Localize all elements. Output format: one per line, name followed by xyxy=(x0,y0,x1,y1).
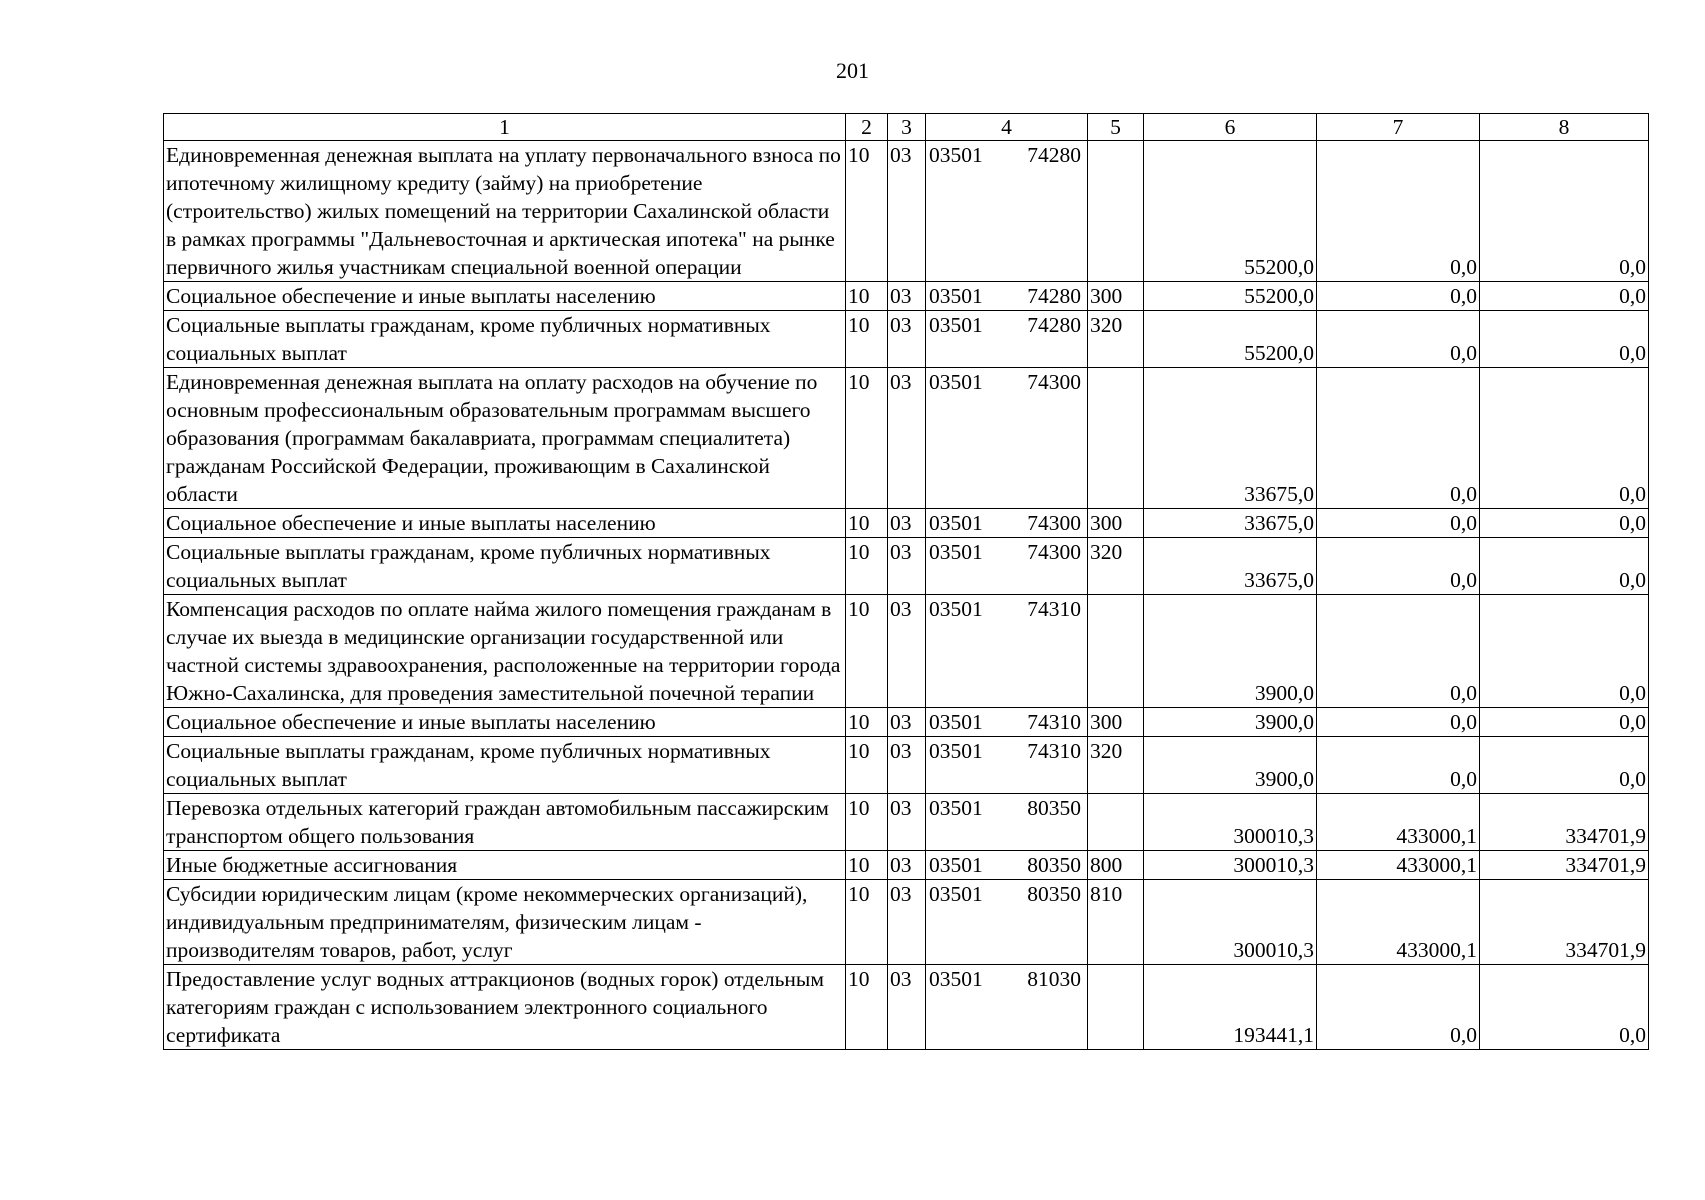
row-value-col7: 0,0 xyxy=(1317,965,1480,1050)
row-value-col7: 0,0 xyxy=(1317,141,1480,282)
row-rz: 10 xyxy=(846,282,888,311)
header-cell: 1 xyxy=(164,114,846,141)
row-rz: 10 xyxy=(846,311,888,368)
row-name: Социальное обеспечение и иные выплаты населению xyxy=(164,282,846,311)
target-code-part-2: 74310 xyxy=(1027,710,1081,734)
row-target-code xyxy=(926,595,1088,708)
row-expense-type: 320 xyxy=(1088,538,1144,595)
row-name: Социальное обеспечение и иные выплаты населению xyxy=(164,509,846,538)
row-rz: 10 xyxy=(846,368,888,509)
row-value-col6: 33675,0 xyxy=(1144,509,1317,538)
target-code-part-2: 74280 xyxy=(1027,284,1081,308)
row-target-code xyxy=(926,282,1088,311)
target-code-part-1: 03501 xyxy=(929,710,983,734)
row-pr: 03 xyxy=(888,509,926,538)
target-code-part-2: 80350 xyxy=(1027,796,1081,820)
row-expense-type: 320 xyxy=(1088,737,1144,794)
target-code-part-1: 03501 xyxy=(929,853,983,877)
row-value-col7: 0,0 xyxy=(1317,509,1480,538)
row-value-col6: 3900,0 xyxy=(1144,595,1317,708)
table-row xyxy=(164,737,1649,794)
table-row xyxy=(164,368,1649,509)
row-rz: 10 xyxy=(846,708,888,737)
row-expense-type xyxy=(1088,965,1144,1050)
target-code-part-1: 03501 xyxy=(929,597,983,621)
row-pr: 03 xyxy=(888,368,926,509)
table-row xyxy=(164,141,1649,282)
row-expense-type: 300 xyxy=(1088,509,1144,538)
row-value-col7: 0,0 xyxy=(1317,538,1480,595)
row-name: Иные бюджетные ассигнования xyxy=(164,851,846,880)
target-code-part-2: 74280 xyxy=(1027,143,1081,167)
row-expense-type xyxy=(1088,368,1144,509)
row-pr: 03 xyxy=(888,282,926,311)
row-rz: 10 xyxy=(846,141,888,282)
row-value-col8: 0,0 xyxy=(1480,708,1649,737)
target-code-part-2: 80350 xyxy=(1027,882,1081,906)
row-expense-type: 300 xyxy=(1088,282,1144,311)
row-rz: 10 xyxy=(846,794,888,851)
row-pr: 03 xyxy=(888,708,926,737)
row-name: Предоставление услуг водных аттракционов (водных горок) отдельным категориям граждан с использованием электронного социального сертификата xyxy=(164,965,846,1050)
table-row xyxy=(164,282,1649,311)
row-target-code xyxy=(926,708,1088,737)
row-expense-type: 800 xyxy=(1088,851,1144,880)
row-value-col8: 334701,9 xyxy=(1480,851,1649,880)
row-target-code xyxy=(926,851,1088,880)
row-value-col8: 0,0 xyxy=(1480,509,1649,538)
row-name: Социальные выплаты гражданам, кроме публичных нормативных социальных выплат xyxy=(164,737,846,794)
row-expense-type: 320 xyxy=(1088,311,1144,368)
row-target-code xyxy=(926,880,1088,965)
target-code-part-2: 74310 xyxy=(1027,739,1081,763)
row-target-code xyxy=(926,794,1088,851)
row-value-col6: 300010,3 xyxy=(1144,880,1317,965)
budget-table xyxy=(163,113,1649,1050)
table-row xyxy=(164,708,1649,737)
row-target-code xyxy=(926,311,1088,368)
row-value-col8: 0,0 xyxy=(1480,282,1649,311)
row-target-code xyxy=(926,141,1088,282)
row-value-col7: 433000,1 xyxy=(1317,880,1480,965)
row-pr: 03 xyxy=(888,794,926,851)
row-name: Единовременная денежная выплата на уплату первоначального взноса по ипотечному жилищному кредиту (займу) на приобретение (строительство) жилых помещений на территории Сахалинской области в рамках программы "Дальневосточная и арктическая ипотека" на рынке первичного жилья участникам специальной военной операции xyxy=(164,141,846,282)
header-cell: 8 xyxy=(1480,114,1649,141)
target-code-part-1: 03501 xyxy=(929,882,983,906)
row-rz: 10 xyxy=(846,880,888,965)
target-code-part-1: 03501 xyxy=(929,739,983,763)
target-code-part-2: 81030 xyxy=(1027,967,1081,991)
row-rz: 10 xyxy=(846,965,888,1050)
row-value-col6: 33675,0 xyxy=(1144,368,1317,509)
target-code-part-1: 03501 xyxy=(929,540,983,564)
row-value-col8: 0,0 xyxy=(1480,368,1649,509)
target-code-part-2: 74300 xyxy=(1027,540,1081,564)
row-value-col6: 300010,3 xyxy=(1144,851,1317,880)
row-pr: 03 xyxy=(888,880,926,965)
row-value-col7: 0,0 xyxy=(1317,368,1480,509)
row-value-col7: 433000,1 xyxy=(1317,851,1480,880)
row-rz: 10 xyxy=(846,538,888,595)
header-cell: 6 xyxy=(1144,114,1317,141)
table-row xyxy=(164,880,1649,965)
row-rz: 10 xyxy=(846,737,888,794)
table-row xyxy=(164,965,1649,1050)
row-name: Социальные выплаты гражданам, кроме публичных нормативных социальных выплат xyxy=(164,311,846,368)
row-target-code xyxy=(926,737,1088,794)
table-row xyxy=(164,794,1649,851)
row-value-col8: 334701,9 xyxy=(1480,794,1649,851)
table-row xyxy=(164,509,1649,538)
row-pr: 03 xyxy=(888,851,926,880)
row-value-col7: 0,0 xyxy=(1317,737,1480,794)
row-pr: 03 xyxy=(888,311,926,368)
row-value-col7: 433000,1 xyxy=(1317,794,1480,851)
row-target-code xyxy=(926,965,1088,1050)
row-value-col8: 334701,9 xyxy=(1480,880,1649,965)
header-cell: 3 xyxy=(888,114,926,141)
row-value-col6: 55200,0 xyxy=(1144,282,1317,311)
row-value-col8: 0,0 xyxy=(1480,737,1649,794)
table-row xyxy=(164,538,1649,595)
row-value-col6: 55200,0 xyxy=(1144,311,1317,368)
row-pr: 03 xyxy=(888,965,926,1050)
row-value-col6: 193441,1 xyxy=(1144,965,1317,1050)
header-cell: 4 xyxy=(926,114,1088,141)
header-cell: 7 xyxy=(1317,114,1480,141)
row-target-code xyxy=(926,368,1088,509)
row-pr: 03 xyxy=(888,595,926,708)
target-code-part-1: 03501 xyxy=(929,370,983,394)
table-row xyxy=(164,851,1649,880)
row-pr: 03 xyxy=(888,141,926,282)
target-code-part-2: 74310 xyxy=(1027,597,1081,621)
target-code-part-1: 03501 xyxy=(929,967,983,991)
row-expense-type xyxy=(1088,794,1144,851)
row-value-col6: 3900,0 xyxy=(1144,737,1317,794)
table-header-row xyxy=(164,114,1649,141)
table-body xyxy=(164,141,1649,1050)
row-expense-type xyxy=(1088,595,1144,708)
row-name: Перевозка отдельных категорий граждан автомобильным пассажирским транспортом общего пользования xyxy=(164,794,846,851)
row-value-col7: 0,0 xyxy=(1317,708,1480,737)
target-code-part-2: 80350 xyxy=(1027,853,1081,877)
row-rz: 10 xyxy=(846,851,888,880)
row-name: Субсидии юридическим лицам (кроме некоммерческих организаций), индивидуальным предпринимателям, физическим лицам - производителям товаров, работ, услуг xyxy=(164,880,846,965)
target-code-part-2: 74300 xyxy=(1027,511,1081,535)
row-value-col8: 0,0 xyxy=(1480,965,1649,1050)
target-code-part-1: 03501 xyxy=(929,313,983,337)
row-name: Социальные выплаты гражданам, кроме публичных нормативных социальных выплат xyxy=(164,538,846,595)
target-code-part-1: 03501 xyxy=(929,796,983,820)
header-cell: 2 xyxy=(846,114,888,141)
row-name: Компенсация расходов по оплате найма жилого помещения гражданам в случае их выезда в медицинские организации государственной или частной системы здравоохранения, расположенные на территории города Южно-Сахалинска, для проведения заместительной почечной терапии xyxy=(164,595,846,708)
row-expense-type: 300 xyxy=(1088,708,1144,737)
row-value-col6: 33675,0 xyxy=(1144,538,1317,595)
table-row xyxy=(164,311,1649,368)
row-expense-type: 810 xyxy=(1088,880,1144,965)
row-target-code xyxy=(926,509,1088,538)
target-code-part-1: 03501 xyxy=(929,284,983,308)
row-value-col6: 55200,0 xyxy=(1144,141,1317,282)
header-cell: 5 xyxy=(1088,114,1144,141)
row-rz: 10 xyxy=(846,509,888,538)
row-value-col6: 300010,3 xyxy=(1144,794,1317,851)
row-value-col7: 0,0 xyxy=(1317,311,1480,368)
row-name: Социальное обеспечение и иные выплаты населению xyxy=(164,708,846,737)
row-value-col7: 0,0 xyxy=(1317,282,1480,311)
row-target-code xyxy=(926,538,1088,595)
row-value-col8: 0,0 xyxy=(1480,311,1649,368)
row-value-col8: 0,0 xyxy=(1480,538,1649,595)
row-rz: 10 xyxy=(846,595,888,708)
target-code-part-1: 03501 xyxy=(929,143,983,167)
row-pr: 03 xyxy=(888,737,926,794)
row-expense-type xyxy=(1088,141,1144,282)
row-value-col7: 0,0 xyxy=(1317,595,1480,708)
row-name: Единовременная денежная выплата на оплату расходов на обучение по основным профессиональным образовательным программам высшего образования (программам бакалавриата, программам специалитета) гражданам Российской Федерации, проживающим в Сахалинской области xyxy=(164,368,846,509)
target-code-part-2: 74280 xyxy=(1027,313,1081,337)
row-value-col8: 0,0 xyxy=(1480,595,1649,708)
table-row xyxy=(164,595,1649,708)
row-pr: 03 xyxy=(888,538,926,595)
page-number: 201 xyxy=(836,58,869,83)
row-value-col6: 3900,0 xyxy=(1144,708,1317,737)
row-value-col8: 0,0 xyxy=(1480,141,1649,282)
target-code-part-1: 03501 xyxy=(929,511,983,535)
target-code-part-2: 74300 xyxy=(1027,370,1081,394)
